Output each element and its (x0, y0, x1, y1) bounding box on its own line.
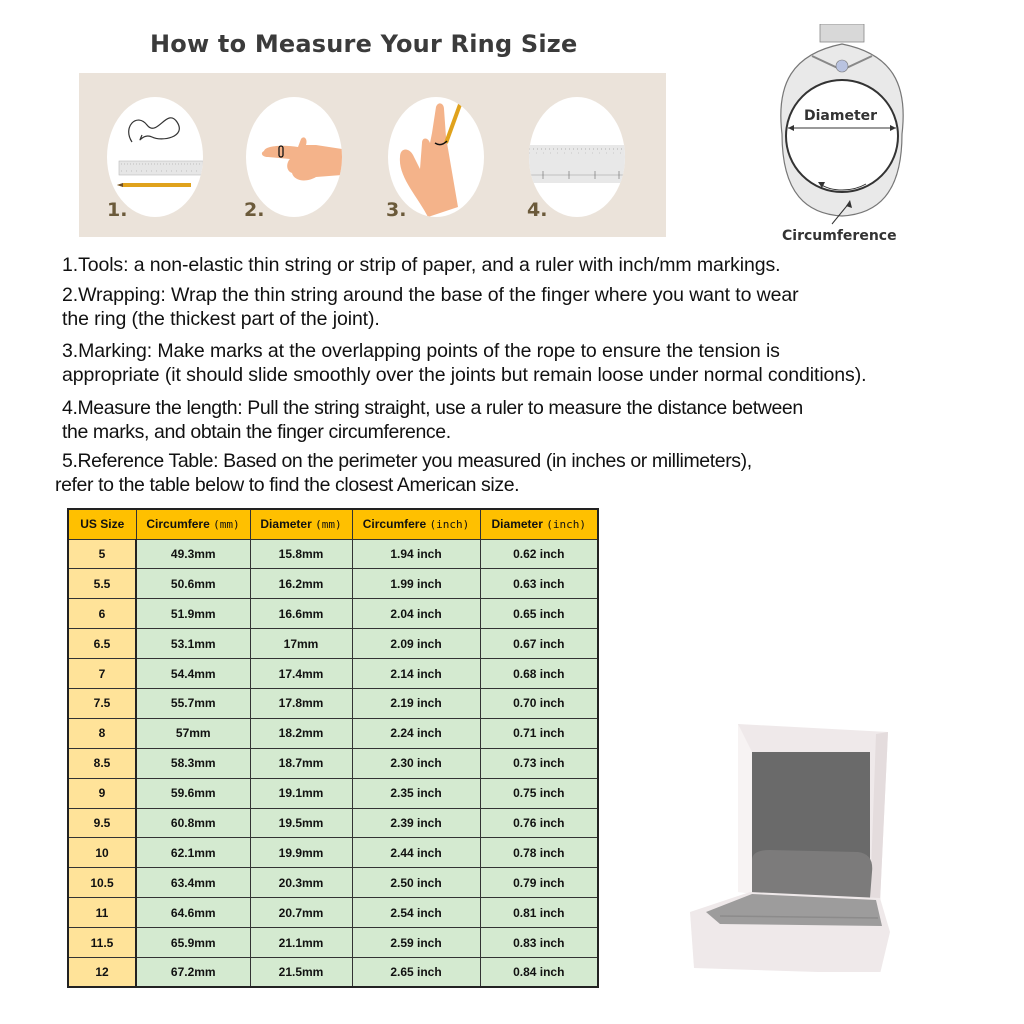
table-header-row (68, 509, 598, 539)
diameter-mm-cell: 21.5mm (250, 957, 352, 987)
diameter-mm-cell: 19.9mm (250, 838, 352, 868)
circumference-inch-cell: 2.14 inch (352, 659, 480, 689)
circumference-inch-cell: 2.04 inch (352, 599, 480, 629)
diameter-inch-cell: 0.75 inch (480, 778, 598, 808)
header-diameter-mm: Diameter (mm) (250, 509, 352, 539)
ring-diagram (762, 24, 922, 249)
size-cell: 8 (68, 718, 136, 748)
ring-box-icon (680, 712, 900, 972)
size-cell: 9.5 (68, 808, 136, 838)
circumference-inch-cell: 2.44 inch (352, 838, 480, 868)
instruction-measure-cont: the marks, and obtain the finger circumference. (62, 421, 451, 443)
size-cell: 6 (68, 599, 136, 629)
circumference-mm-cell: 63.4mm (136, 868, 250, 898)
ring-icon (762, 24, 922, 249)
instruction-measure: 4.Measure the length: Pull the string straight, use a ruler to measure the distance between (62, 397, 803, 419)
diameter-mm-cell: 16.2mm (250, 569, 352, 599)
size-cell: 5 (68, 539, 136, 569)
diameter-mm-cell: 20.3mm (250, 868, 352, 898)
instruction-wrapping: 2.Wrapping: Wrap the thin string around the base of the finger where you want to wear (62, 284, 799, 306)
circumference-inch-cell: 2.50 inch (352, 868, 480, 898)
circumference-inch-cell: 2.54 inch (352, 898, 480, 928)
step-number-3: 3. (386, 199, 407, 221)
circumference-inch-cell: 2.09 inch (352, 629, 480, 659)
circumference-label: Circumference (782, 228, 897, 244)
table-row (68, 808, 598, 838)
table-row (68, 748, 598, 778)
diameter-mm-cell: 17.4mm (250, 659, 352, 689)
circumference-mm-cell: 60.8mm (136, 808, 250, 838)
diameter-inch-cell: 0.68 inch (480, 659, 598, 689)
table-row (68, 629, 598, 659)
circumference-inch-cell: 1.94 inch (352, 539, 480, 569)
circumference-mm-cell: 54.4mm (136, 659, 250, 689)
header-diameter-inch: Diameter (inch) (480, 509, 598, 539)
page-title: How to Measure Your Ring Size (150, 30, 578, 58)
table-row (68, 539, 598, 569)
table-row (68, 778, 598, 808)
table-row (68, 838, 598, 868)
diameter-inch-cell: 0.76 inch (480, 808, 598, 838)
diameter-mm-cell: 19.5mm (250, 808, 352, 838)
circumference-inch-cell: 2.24 inch (352, 718, 480, 748)
table-row (68, 928, 598, 958)
size-cell: 11.5 (68, 928, 136, 958)
diameter-inch-cell: 0.78 inch (480, 838, 598, 868)
instruction-marking: 3.Marking: Make marks at the overlapping points of the rope to ensure the tension is (62, 340, 780, 362)
circumference-inch-cell: 2.39 inch (352, 808, 480, 838)
diameter-mm-cell: 17mm (250, 629, 352, 659)
header-us-size: US Size (68, 509, 136, 539)
table-row (68, 957, 598, 987)
table-row (68, 898, 598, 928)
circumference-inch-cell: 2.59 inch (352, 928, 480, 958)
diameter-inch-cell: 0.83 inch (480, 928, 598, 958)
diameter-inch-cell: 0.84 inch (480, 957, 598, 987)
circumference-inch-cell: 2.35 inch (352, 778, 480, 808)
circumference-mm-cell: 57mm (136, 718, 250, 748)
instruction-reference: 5.Reference Table: Based on the perimeter you measured (in inches or millimeters), (62, 450, 752, 472)
circumference-inch-cell: 2.65 inch (352, 957, 480, 987)
diameter-inch-cell: 0.81 inch (480, 898, 598, 928)
step-number-4: 4. (527, 199, 548, 221)
instruction-tools: 1.Tools: a non-elastic thin string or strip of paper, and a ruler with inch/mm markings. (62, 254, 781, 276)
circumference-mm-cell: 59.6mm (136, 778, 250, 808)
circumference-mm-cell: 50.6mm (136, 569, 250, 599)
circumference-mm-cell: 62.1mm (136, 838, 250, 868)
diameter-mm-cell: 20.7mm (250, 898, 352, 928)
size-cell: 7 (68, 659, 136, 689)
instruction-marking-cont: appropriate (it should slide smoothly over the joints but remain loose under normal conditions). (62, 364, 867, 386)
diameter-mm-cell: 17.8mm (250, 688, 352, 718)
size-cell: 10 (68, 838, 136, 868)
diameter-inch-cell: 0.71 inch (480, 718, 598, 748)
circumference-mm-cell: 51.9mm (136, 599, 250, 629)
table-row (68, 569, 598, 599)
diameter-inch-cell: 0.65 inch (480, 599, 598, 629)
diameter-inch-cell: 0.62 inch (480, 539, 598, 569)
diameter-mm-cell: 19.1mm (250, 778, 352, 808)
diameter-mm-cell: 18.7mm (250, 748, 352, 778)
circumference-mm-cell: 49.3mm (136, 539, 250, 569)
circumference-mm-cell: 53.1mm (136, 629, 250, 659)
circumference-inch-cell: 2.30 inch (352, 748, 480, 778)
diameter-inch-cell: 0.67 inch (480, 629, 598, 659)
circumference-mm-cell: 55.7mm (136, 688, 250, 718)
size-cell: 5.5 (68, 569, 136, 599)
instruction-reference-cont: refer to the table below to find the closest American size. (55, 474, 520, 496)
size-cell: 7.5 (68, 688, 136, 718)
circumference-mm-cell: 58.3mm (136, 748, 250, 778)
table-row (68, 688, 598, 718)
table-row (68, 599, 598, 629)
table-row (68, 718, 598, 748)
size-cell: 9 (68, 778, 136, 808)
circumference-mm-cell: 65.9mm (136, 928, 250, 958)
size-cell: 8.5 (68, 748, 136, 778)
diameter-mm-cell: 16.6mm (250, 599, 352, 629)
circumference-inch-cell: 2.19 inch (352, 688, 480, 718)
diameter-inch-cell: 0.73 inch (480, 748, 598, 778)
circumference-mm-cell: 67.2mm (136, 957, 250, 987)
step-number-2: 2. (244, 199, 265, 221)
diameter-inch-cell: 0.79 inch (480, 868, 598, 898)
header-circumference-mm: Circumfere (mm) (136, 509, 250, 539)
size-cell: 12 (68, 957, 136, 987)
table-row (68, 868, 598, 898)
diameter-inch-cell: 0.63 inch (480, 569, 598, 599)
size-cell: 11 (68, 898, 136, 928)
circumference-inch-cell: 1.99 inch (352, 569, 480, 599)
table-row (68, 659, 598, 689)
header-circumference-inch: Circumfere (inch) (352, 509, 480, 539)
diameter-inch-cell: 0.70 inch (480, 688, 598, 718)
ring-size-table (67, 508, 599, 988)
circumference-mm-cell: 64.6mm (136, 898, 250, 928)
diameter-mm-cell: 21.1mm (250, 928, 352, 958)
step-number-1: 1. (107, 199, 128, 221)
diameter-label: Diameter (804, 108, 878, 124)
instruction-wrapping-cont: the ring (the thickest part of the joint). (62, 308, 380, 330)
size-cell: 6.5 (68, 629, 136, 659)
diameter-mm-cell: 15.8mm (250, 539, 352, 569)
size-cell: 10.5 (68, 868, 136, 898)
diameter-mm-cell: 18.2mm (250, 718, 352, 748)
steps-illustration-panel (79, 73, 666, 237)
